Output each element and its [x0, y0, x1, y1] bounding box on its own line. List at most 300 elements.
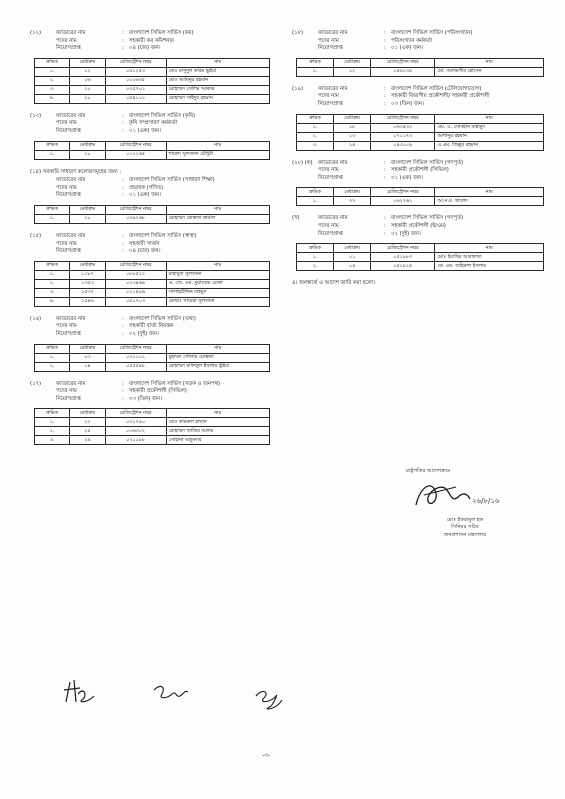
- table-cell: ২.: [35, 76, 70, 85]
- table-cell: ১৩৫৩: [70, 279, 105, 288]
- table-cell: ১.: [35, 418, 70, 427]
- field-value: বাংলাদেশ সিভিল সার্ভিস (গণপূর্ত): [391, 159, 464, 166]
- field-value: ০৪ (চার) জন।: [129, 248, 161, 255]
- field-row: [56, 381, 270, 389]
- section: [292, 160, 544, 207]
- section-fields: [318, 215, 544, 238]
- table-cell: এ. জে. এম. মুয়াম্মেক রেজা: [166, 279, 269, 288]
- field-label: নিয়োগপ্রাপ্ত: [56, 127, 81, 134]
- field-label: নিয়োগপ্রাপ্ত: [56, 395, 81, 402]
- field-value: বাংলাদেশ সিভিল সার্ভিস (টেলিযোগাযোগ): [391, 85, 482, 92]
- field-row: [318, 30, 544, 38]
- results-table: [296, 187, 544, 206]
- field-value: ০১ (এক) জন।: [129, 127, 161, 134]
- section-number: (১৯): [292, 85, 304, 92]
- table-cell: ১৪: [334, 141, 371, 150]
- table-header-cell: নাম: [166, 409, 269, 418]
- section-fields: [56, 177, 270, 200]
- table-cell: ০৪৩০০৯: [371, 141, 435, 150]
- field-row: [56, 128, 270, 136]
- results-table: [296, 114, 544, 151]
- table-cell: ০৫৬১৩৫: [371, 67, 435, 76]
- initial-signature-icon: [250, 686, 290, 712]
- table-row: [35, 436, 270, 445]
- table-cell: ০০০৬৩৫: [105, 76, 166, 85]
- field-value: সহকারী প্রকৌশলী (সিভিল): [391, 167, 449, 174]
- table-cell: ০২১৪৯৬: [105, 288, 166, 297]
- field-colon: :: [384, 30, 386, 36]
- table-cell: ৩.: [35, 85, 70, 94]
- field-label: পদের নাম: [56, 323, 77, 330]
- field-colon: :: [122, 127, 124, 134]
- section: [292, 215, 544, 271]
- field-row: [318, 167, 544, 175]
- table-cell: ০৫৪১০১: [105, 94, 166, 103]
- table-cell: ০৫১৮২৫: [371, 262, 435, 271]
- field-colon: :: [384, 167, 386, 174]
- table-header-cell: মেধাক্রম: [70, 344, 105, 353]
- section-number: (১২): [30, 30, 42, 36]
- table-header-row: [35, 141, 270, 150]
- table-cell: ০১: [334, 253, 371, 262]
- table-cell: ০৪: [70, 362, 105, 371]
- table-cell: মাহাবুবা সুলতানা: [166, 270, 269, 279]
- section: [292, 30, 544, 77]
- table-cell: এম. এ. সোবহান মাহামুদ: [435, 123, 544, 132]
- field-value: ০৩ (তিন) জন।: [391, 100, 424, 107]
- section-header: [292, 30, 544, 53]
- field-row: [56, 192, 270, 200]
- table-row: [297, 262, 544, 271]
- table-header-cell: ক্রমিক: [35, 58, 70, 67]
- table-cell: ২.: [297, 132, 334, 141]
- table-header-cell: রেজিস্ট্রেশন নম্বর: [371, 188, 435, 197]
- table-header-cell: নাম: [435, 188, 544, 197]
- field-colon: :: [122, 232, 124, 239]
- table-cell: মোঃ মাসুদুল করিম ভুইয়া: [166, 67, 269, 76]
- table-cell: ৩.: [35, 436, 70, 445]
- table-header-row: [35, 58, 270, 67]
- section: [30, 30, 270, 104]
- signer-ministry: জনপ্রশাসন মন্ত্রণালয়: [443, 531, 487, 538]
- table-header-cell: রেজিস্ট্রেশন নম্বর: [371, 114, 435, 123]
- section-header: [30, 316, 270, 339]
- field-colon: :: [122, 240, 124, 247]
- field-label: পদের নাম: [56, 240, 77, 247]
- field-value: সহকারী সার্জন: [129, 240, 160, 247]
- section-number: (১৭): [30, 380, 42, 387]
- table-cell: ১.: [297, 67, 334, 76]
- table-header-cell: নাম: [166, 58, 269, 67]
- section: [30, 316, 270, 372]
- table-cell: ১০: [70, 85, 105, 94]
- table-cell: মোহাম্মদ সাইদুর রহমান: [166, 94, 269, 103]
- table-row: [35, 353, 270, 362]
- table-cell: ০০৬৩০২: [105, 427, 166, 436]
- table-cell: ১.: [297, 123, 334, 132]
- table-cell: ০৩: [70, 353, 105, 362]
- section-number: (২০) (ক): [292, 159, 313, 166]
- field-row: [56, 185, 270, 193]
- table-cell: ২৫: [70, 427, 105, 436]
- public-interest-note: ৪। জনস্বার্থে এ আদেশ জারি করা হলো।: [292, 280, 376, 287]
- field-row: [318, 175, 544, 183]
- signature-date: ২৬/৮/১৬: [472, 497, 500, 506]
- table-cell: ২.: [35, 427, 70, 436]
- table-cell: ১০: [70, 150, 105, 159]
- table-row: [35, 418, 270, 427]
- table-header-cell: নাম: [435, 58, 544, 67]
- table-header-row: [297, 58, 544, 67]
- field-value: ০২ (দুই) জন।: [391, 230, 421, 237]
- table-row: [35, 150, 270, 159]
- table-row: [35, 288, 270, 297]
- field-value: সহকারী কর কমিশনার: [129, 37, 174, 44]
- field-label: পদের নাম: [318, 222, 339, 229]
- table-cell: ০২: [334, 67, 371, 76]
- table-row: [297, 253, 544, 262]
- field-colon: :: [122, 395, 124, 402]
- initial-signature-icon: [60, 676, 100, 706]
- table-cell: ০১২২৬৫: [105, 150, 166, 159]
- table-header-row: [35, 344, 270, 353]
- table-header-cell: ক্রমিক: [35, 205, 70, 214]
- table-header-cell: নাম: [166, 344, 269, 353]
- section-header: [30, 233, 270, 256]
- table-cell: ২.: [297, 262, 334, 271]
- table-cell: আ.ন.ম. খালেদ: [435, 197, 544, 206]
- results-table: [34, 58, 270, 104]
- field-label: ক্যাডারের নাম: [56, 177, 86, 184]
- table-row: [35, 76, 270, 85]
- field-colon: :: [384, 222, 386, 229]
- table-header-cell: ক্রমিক: [297, 188, 334, 197]
- section-fields: [318, 86, 544, 109]
- table-cell: ১.: [297, 197, 334, 206]
- table-cell: ০৫১২৫৩: [105, 67, 166, 76]
- table-cell: ১.: [297, 253, 334, 262]
- section-header: [30, 113, 270, 136]
- field-colon: :: [384, 85, 386, 92]
- field-label: নিয়োগপ্রাপ্ত: [56, 248, 81, 255]
- table-cell: ১.: [35, 353, 70, 362]
- field-label: ক্যাডারের নাম: [318, 85, 348, 92]
- field-value: ০৩ (তিন) জন।: [129, 395, 162, 402]
- field-row: [56, 38, 270, 46]
- table-row: [35, 67, 270, 76]
- table-cell: ৩৭: [334, 197, 371, 206]
- section: [292, 86, 544, 151]
- section-header: [292, 160, 544, 183]
- field-label: নিয়োগপ্রাপ্ত: [318, 45, 343, 52]
- table-cell: ০৩৯২৬৮: [105, 214, 166, 223]
- field-row: [56, 233, 270, 241]
- table-cell: মোহাম্মদ সেলিম সরকার: [166, 85, 269, 94]
- table-header-row: [35, 409, 270, 418]
- table-header-cell: ক্রমিক: [35, 409, 70, 418]
- field-label: ক্যাডারের নাম: [56, 380, 86, 387]
- table-row: [35, 297, 270, 306]
- results-table: [34, 408, 270, 445]
- section-fields: [56, 316, 270, 339]
- table-header-cell: নাম: [435, 114, 544, 123]
- field-label: নিয়োগপ্রাপ্ত: [318, 230, 343, 237]
- table-header-cell: নাম: [435, 244, 544, 253]
- field-label: পদের নাম: [318, 93, 339, 100]
- table-cell: মোহাম্মদ মফিজুল ইসলাম ভুঁইয়া: [166, 362, 269, 371]
- field-value: বাংলাদেশ সিভিল সার্ভিস (পরিসংখ্যান): [391, 30, 473, 36]
- left-column: [30, 30, 270, 454]
- signature-block: [406, 468, 520, 539]
- table-cell: মোঃ ইয়াছির আরাফাত: [435, 253, 544, 262]
- field-colon: :: [122, 248, 124, 255]
- field-label: নিয়োগপ্রাপ্ত: [56, 45, 81, 52]
- table-cell: ১৩: [334, 132, 371, 141]
- field-row: [56, 323, 270, 331]
- table-cell: ১.: [35, 214, 70, 223]
- field-row: [56, 388, 270, 396]
- field-colon: :: [122, 184, 124, 191]
- initial-signature-icon: [150, 682, 190, 706]
- table-cell: ১.: [35, 150, 70, 159]
- table-cell: ০৩৫৭০১: [105, 85, 166, 94]
- field-label: ক্যাডারের নাম: [318, 215, 348, 222]
- table-header-row: [297, 188, 544, 197]
- field-value: ০৪ (চার) জন।: [129, 45, 161, 52]
- field-colon: :: [122, 120, 124, 127]
- table-cell: ০৭১১৭৩: [371, 132, 435, 141]
- table-cell: ০২৩৪৬৯: [105, 279, 166, 288]
- section-fields: [56, 381, 270, 404]
- field-value: ০১ (এক) জন।: [391, 174, 423, 181]
- field-value: বাংলাদেশ সিভিল সার্ভিস (তথ্য): [129, 315, 196, 322]
- field-colon: :: [122, 37, 124, 44]
- table-cell: ১১৮৭: [70, 270, 105, 279]
- section-fields: [318, 30, 544, 53]
- section-header: [30, 381, 270, 404]
- table-header-cell: রেজিস্ট্রেশন নম্বর: [105, 261, 166, 270]
- table-row: [35, 427, 270, 436]
- section: [30, 113, 270, 160]
- results-table: [296, 58, 544, 77]
- field-row: [56, 241, 270, 249]
- table-row: [297, 123, 544, 132]
- section-header: [30, 30, 270, 53]
- table-header-cell: ক্রমিক: [297, 244, 334, 253]
- table-cell: আশানুর রহমান: [435, 132, 544, 141]
- field-value: ০২ (দুই) জন।: [129, 330, 159, 337]
- table-cell: ১.: [35, 67, 70, 76]
- table-cell: মোহাম্মদ মোস্তফা কামাল: [166, 214, 269, 223]
- table-header-cell: মেধাক্রম: [70, 409, 105, 418]
- field-label: ক্যাডারের নাম: [56, 232, 86, 239]
- table-header-cell: রেজিস্ট্রেশন নম্বর: [371, 58, 435, 67]
- field-label: পদের নাম: [56, 184, 77, 191]
- page-number: -৩-: [262, 752, 271, 759]
- field-value: কৃষি সম্প্রসারণ কর্মকর্তা: [129, 120, 178, 127]
- field-row: [56, 248, 270, 256]
- table-row: [35, 214, 270, 223]
- field-label: নিয়োগপ্রাপ্ত: [56, 330, 81, 337]
- table-cell: ৪.: [35, 94, 70, 103]
- field-colon: :: [122, 315, 124, 322]
- table-cell: ০৬৩৫৩২: [371, 123, 435, 132]
- table-header-cell: ক্রমিক: [35, 261, 70, 270]
- field-row: [318, 45, 544, 53]
- table-cell: মোছাঃ সাবেরা সুলতানা: [166, 297, 269, 306]
- right-column: [292, 30, 544, 288]
- signature-scribble-icon: [410, 475, 520, 513]
- field-colon: :: [122, 323, 124, 330]
- field-row: [56, 177, 270, 185]
- table-cell: মোহাম্মদ জাকির আলম: [166, 427, 269, 436]
- results-table: [34, 205, 270, 224]
- table-cell: ০৫০৭০৩: [105, 297, 166, 306]
- table-header-row: [35, 205, 270, 214]
- table-cell: সোহানা মজুমদার: [166, 436, 269, 445]
- table-cell: ২২: [70, 418, 105, 427]
- table-header-row: [297, 114, 544, 123]
- results-table: [296, 243, 544, 271]
- table-cell: শায়লা সুলতানা চৌধুরী: [166, 150, 269, 159]
- table-cell: ০৮: [334, 123, 371, 132]
- table-header-cell: নাম: [166, 205, 269, 214]
- table-cell: মোঃ কামরুল হাছান: [166, 418, 269, 427]
- field-colon: :: [122, 30, 124, 36]
- table-header-cell: মেধাক্রম: [334, 244, 371, 253]
- field-value: সহকারী প্রকৌশলী (সিভিল): [129, 388, 187, 395]
- field-label: পদের নাম: [56, 120, 77, 127]
- field-label: ক্যাডারের নাম: [56, 30, 86, 36]
- table-cell: ০৩১৭৪০: [105, 418, 166, 427]
- field-value: ০১ (এক) জন।: [391, 45, 423, 52]
- field-label: পদের নাম: [56, 388, 77, 395]
- field-row: [318, 215, 544, 223]
- results-table: [34, 261, 270, 307]
- field-colon: :: [384, 100, 386, 107]
- field-row: [318, 93, 544, 101]
- field-value: বাংলাদেশ সিভিল সার্ভিস (কৃষি): [129, 112, 196, 119]
- table-cell: মো. আলমগীর হোসেন: [435, 67, 544, 76]
- table-header-cell: রেজিস্ট্রেশন নম্বর: [105, 58, 166, 67]
- order-text: রাষ্ট্রপতির আদেশক্রমে: [406, 468, 451, 474]
- field-label: ক্যাডারের নাম: [56, 315, 86, 322]
- field-colon: :: [384, 215, 386, 222]
- table-cell: ০৬: [70, 76, 105, 85]
- table-cell: ১৫৩৭: [70, 288, 105, 297]
- field-value: সহকারী বার্তা নিয়ন্ত্রক: [129, 323, 174, 330]
- section: [30, 233, 270, 307]
- table-header-cell: মেধাক্রম: [334, 58, 371, 67]
- field-label: পদের নাম: [56, 37, 77, 44]
- field-row: [318, 38, 544, 46]
- table-cell: সালাহউদ্দিন মাহমুদ: [166, 288, 269, 297]
- field-label: পদের নাম: [318, 167, 339, 174]
- field-colon: :: [122, 330, 124, 337]
- table-cell: ৪.: [35, 297, 70, 306]
- field-colon: :: [122, 192, 124, 199]
- table-header-cell: মেধাক্রম: [70, 141, 105, 150]
- field-colon: :: [122, 112, 124, 119]
- table-header-cell: মেধাক্রম: [334, 114, 371, 123]
- table-header-cell: নাম: [166, 261, 269, 270]
- table-cell: ০৭১১৮৮: [105, 436, 166, 445]
- field-value: সহকারী প্রকৌশলী (ই/এম): [391, 222, 446, 229]
- section-number: (১৩): [30, 112, 42, 119]
- table-header-cell: রেজিস্ট্রেশন নম্বর: [105, 409, 166, 418]
- section: [30, 169, 270, 224]
- section-number: (খ): [292, 215, 300, 222]
- table-row: [297, 197, 544, 206]
- table-header-cell: নাম: [166, 141, 269, 150]
- table-cell: মুহাম্মদ গোলাম মোস্তফা: [166, 353, 269, 362]
- table-row: [297, 141, 544, 150]
- table-cell: ০৫৫৫৪৮: [105, 362, 166, 371]
- results-table: [34, 141, 270, 160]
- section-fields: [56, 233, 270, 256]
- field-label: ক্যাডারের নাম: [318, 30, 348, 36]
- field-row: [56, 396, 270, 404]
- table-header-cell: রেজিস্ট্রেশন নম্বর: [105, 205, 166, 214]
- table-row: [35, 270, 270, 279]
- table-cell: ২.: [35, 279, 70, 288]
- field-row: [318, 223, 544, 231]
- field-colon: :: [122, 177, 124, 184]
- table-header-cell: ক্রমিক: [297, 114, 334, 123]
- table-cell: ২.: [35, 362, 70, 371]
- section-heading: (১৪) সরকারি সাধারণ কলেজসমূহের জন্য :: [30, 168, 122, 175]
- section-fields: [318, 160, 544, 183]
- table-cell: ০৫১৮৮৩: [371, 253, 435, 262]
- field-row: [318, 231, 544, 239]
- field-value: বাংলাদেশ সিভিল সার্ভিস (সড়ক ও জনপথ): [129, 380, 221, 387]
- table-cell: ০৬২৭৬২: [371, 197, 435, 206]
- table-cell: ১০: [70, 214, 105, 223]
- table-row: [297, 132, 544, 141]
- field-label: পদের নাম: [318, 37, 339, 44]
- table-cell: ০৮৮৫২২: [105, 270, 166, 279]
- table-row: [35, 94, 270, 103]
- field-row: [56, 120, 270, 128]
- field-label: নিয়োগপ্রাপ্ত: [56, 192, 81, 199]
- field-value: প্রভাষক (গণিত): [129, 184, 164, 191]
- table-header-cell: ক্রমিক: [297, 58, 334, 67]
- table-cell: ১.: [35, 270, 70, 279]
- table-cell: কে. এম. জহিরুল ইসলাম: [435, 262, 544, 271]
- field-colon: :: [384, 37, 386, 44]
- field-row: [56, 331, 270, 339]
- field-colon: :: [384, 159, 386, 166]
- table-cell: ২৯: [70, 436, 105, 445]
- table-cell: ০৩১১০২: [105, 353, 166, 362]
- table-row: [297, 67, 544, 76]
- table-header-cell: মেধাক্রম: [70, 58, 105, 67]
- table-header-row: [35, 261, 270, 270]
- signer-name: মোঃ ইকরামুল হক: [446, 516, 484, 523]
- field-value: বাংলাদেশ সিভিল সার্ভিস (সাধারণ শিক্ষা): [129, 177, 215, 184]
- table-header-cell: মেধাক্রম: [334, 188, 371, 197]
- field-label: ক্যাডারের নাম: [318, 159, 348, 166]
- section-number: (১৫): [30, 232, 42, 239]
- field-row: [56, 45, 270, 53]
- table-cell: ০৪: [334, 262, 371, 271]
- section-number: [30, 177, 56, 200]
- table-header-cell: রেজিস্ট্রেশন নম্বর: [105, 141, 166, 150]
- field-row: [56, 30, 270, 38]
- field-colon: :: [384, 93, 386, 100]
- table-cell: ৩.: [35, 288, 70, 297]
- table-cell: ২০: [70, 94, 105, 103]
